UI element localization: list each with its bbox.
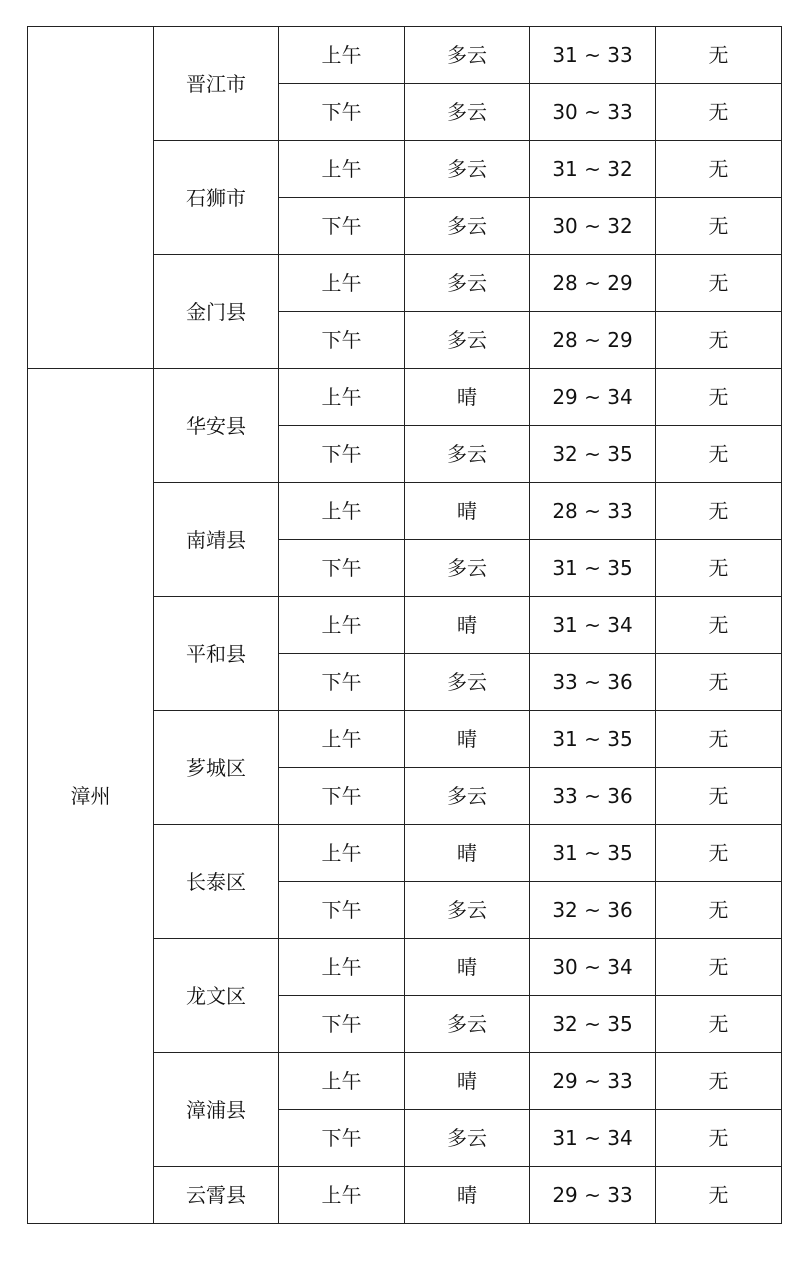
warning-cell: 无 xyxy=(656,198,782,255)
weather-cell: 多云 xyxy=(405,768,530,825)
warning-cell: 无 xyxy=(656,939,782,996)
temperature-cell: 28 ~ 29 xyxy=(530,312,656,369)
weather-cell: 晴 xyxy=(405,825,530,882)
weather-cell: 多云 xyxy=(405,84,530,141)
city-cell xyxy=(28,27,154,369)
weather-cell: 多云 xyxy=(405,996,530,1053)
county-cell: 石狮市 xyxy=(154,141,279,255)
period-cell: 下午 xyxy=(279,768,405,825)
temperature-cell: 31 ~ 34 xyxy=(530,597,656,654)
period-cell: 上午 xyxy=(279,939,405,996)
weather-cell: 多云 xyxy=(405,882,530,939)
period-cell: 上午 xyxy=(279,27,405,84)
weather-cell: 晴 xyxy=(405,1053,530,1110)
weather-cell: 多云 xyxy=(405,654,530,711)
weather-cell: 多云 xyxy=(405,255,530,312)
warning-cell: 无 xyxy=(656,141,782,198)
weather-cell: 晴 xyxy=(405,1167,530,1224)
weather-cell: 多云 xyxy=(405,540,530,597)
temperature-cell: 33 ~ 36 xyxy=(530,654,656,711)
temperature-cell: 32 ~ 35 xyxy=(530,426,656,483)
warning-cell: 无 xyxy=(656,84,782,141)
period-cell: 上午 xyxy=(279,597,405,654)
county-cell: 南靖县 xyxy=(154,483,279,597)
table-row xyxy=(28,27,782,84)
period-cell: 上午 xyxy=(279,141,405,198)
period-cell: 下午 xyxy=(279,882,405,939)
temperature-cell: 30 ~ 33 xyxy=(530,84,656,141)
weather-cell: 晴 xyxy=(405,939,530,996)
weather-cell: 多云 xyxy=(405,1110,530,1167)
warning-cell: 无 xyxy=(656,27,782,84)
weather-cell: 多云 xyxy=(405,141,530,198)
warning-cell: 无 xyxy=(656,825,782,882)
period-cell: 上午 xyxy=(279,711,405,768)
warning-cell: 无 xyxy=(656,1167,782,1224)
temperature-cell: 31 ~ 34 xyxy=(530,1110,656,1167)
temperature-cell: 28 ~ 33 xyxy=(530,483,656,540)
warning-cell: 无 xyxy=(656,426,782,483)
period-cell: 上午 xyxy=(279,1053,405,1110)
warning-cell: 无 xyxy=(656,654,782,711)
warning-cell: 无 xyxy=(656,1110,782,1167)
temperature-cell: 31 ~ 32 xyxy=(530,141,656,198)
weather-cell: 多云 xyxy=(405,426,530,483)
period-cell: 下午 xyxy=(279,654,405,711)
weather-cell: 多云 xyxy=(405,198,530,255)
temperature-cell: 32 ~ 35 xyxy=(530,996,656,1053)
county-cell: 长泰区 xyxy=(154,825,279,939)
temperature-cell: 31 ~ 35 xyxy=(530,540,656,597)
period-cell: 下午 xyxy=(279,426,405,483)
county-cell: 龙文区 xyxy=(154,939,279,1053)
temperature-cell: 29 ~ 33 xyxy=(530,1053,656,1110)
county-cell: 漳浦县 xyxy=(154,1053,279,1167)
weather-cell: 晴 xyxy=(405,483,530,540)
county-cell: 晋江市 xyxy=(154,27,279,141)
warning-cell: 无 xyxy=(656,768,782,825)
table-row xyxy=(28,369,782,426)
temperature-cell: 29 ~ 33 xyxy=(530,1167,656,1224)
warning-cell: 无 xyxy=(656,1053,782,1110)
forecast-table-body xyxy=(28,27,782,1224)
warning-cell: 无 xyxy=(656,255,782,312)
period-cell: 上午 xyxy=(279,483,405,540)
warning-cell: 无 xyxy=(656,882,782,939)
warning-cell: 无 xyxy=(656,483,782,540)
weather-cell: 多云 xyxy=(405,27,530,84)
temperature-cell: 30 ~ 34 xyxy=(530,939,656,996)
weather-forecast-table xyxy=(27,26,782,1224)
county-cell: 云霄县 xyxy=(154,1167,279,1224)
period-cell: 下午 xyxy=(279,198,405,255)
period-cell: 上午 xyxy=(279,255,405,312)
county-cell: 芗城区 xyxy=(154,711,279,825)
period-cell: 下午 xyxy=(279,540,405,597)
county-cell: 金门县 xyxy=(154,255,279,369)
temperature-cell: 29 ~ 34 xyxy=(530,369,656,426)
period-cell: 下午 xyxy=(279,1110,405,1167)
city-cell: 漳州 xyxy=(28,369,154,1224)
temperature-cell: 30 ~ 32 xyxy=(530,198,656,255)
weather-cell: 晴 xyxy=(405,369,530,426)
temperature-cell: 31 ~ 35 xyxy=(530,711,656,768)
county-cell: 华安县 xyxy=(154,369,279,483)
weather-cell: 晴 xyxy=(405,711,530,768)
temperature-cell: 32 ~ 36 xyxy=(530,882,656,939)
period-cell: 上午 xyxy=(279,369,405,426)
warning-cell: 无 xyxy=(656,711,782,768)
period-cell: 下午 xyxy=(279,996,405,1053)
weather-cell: 多云 xyxy=(405,312,530,369)
period-cell: 上午 xyxy=(279,825,405,882)
warning-cell: 无 xyxy=(656,369,782,426)
warning-cell: 无 xyxy=(656,597,782,654)
period-cell: 上午 xyxy=(279,1167,405,1224)
temperature-cell: 28 ~ 29 xyxy=(530,255,656,312)
temperature-cell: 31 ~ 35 xyxy=(530,825,656,882)
warning-cell: 无 xyxy=(656,312,782,369)
county-cell: 平和县 xyxy=(154,597,279,711)
temperature-cell: 31 ~ 33 xyxy=(530,27,656,84)
weather-cell: 晴 xyxy=(405,597,530,654)
period-cell: 下午 xyxy=(279,84,405,141)
warning-cell: 无 xyxy=(656,540,782,597)
warning-cell: 无 xyxy=(656,996,782,1053)
period-cell: 下午 xyxy=(279,312,405,369)
temperature-cell: 33 ~ 36 xyxy=(530,768,656,825)
